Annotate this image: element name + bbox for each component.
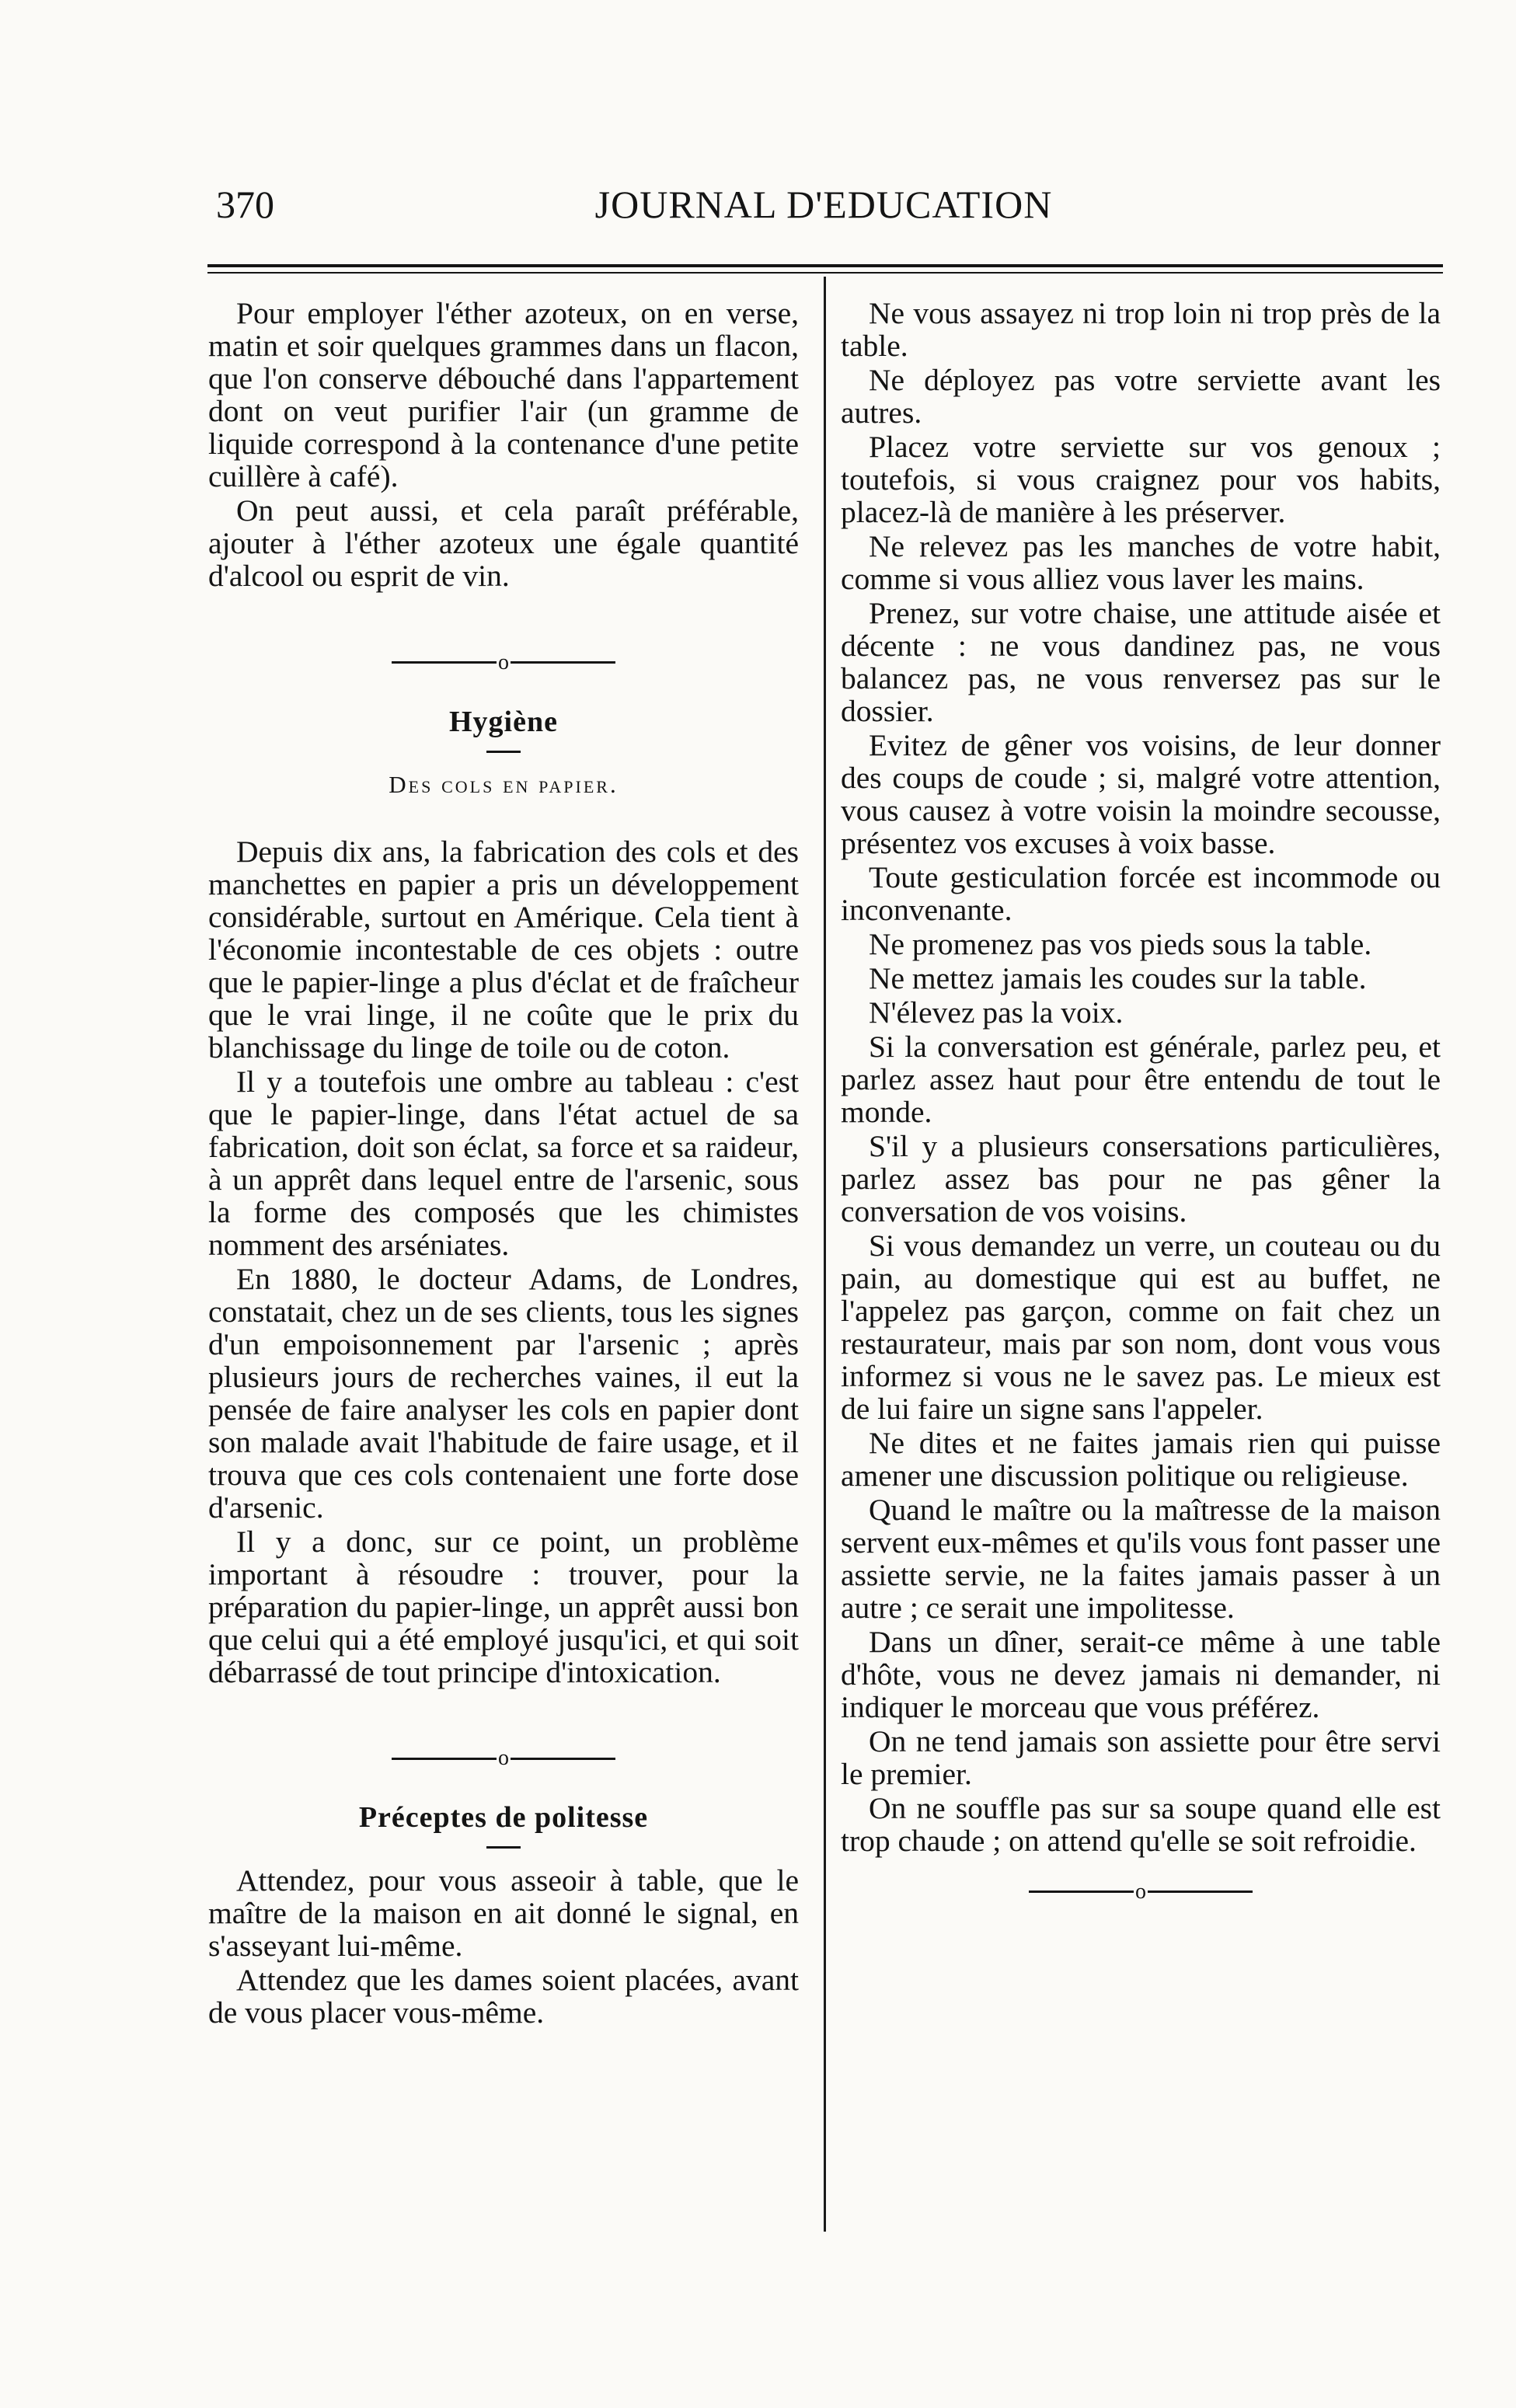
heading-dash <box>486 1846 521 1849</box>
paragraph: On peut aussi, et cela paraît préférable, ajouter à l'éther azoteux une égale quantité d'alcool ou esprit de vin. <box>208 493 799 593</box>
paragraph: On ne souffle pas sur sa soupe quand elle est trop chaude ; on attend qu'elle se soit refroidie. <box>841 1791 1441 1858</box>
paragraph: On ne tend jamais son assiette pour être servi le premier. <box>841 1724 1441 1791</box>
paragraph: Si vous demandez un verre, un couteau ou du pain, au domestique qui est au buffet, ne l'appelez pas garçon, comme on fait chez un restaurateur, mais par son nom, dont vous vous informez si vous ne le savez pas. Le mieux est de lui faire un signe sans l'appeler. <box>841 1228 1441 1426</box>
header-rule-thick <box>207 264 1443 267</box>
paragraph: Ne mettez jamais les coudes sur la table. <box>869 961 1367 995</box>
paragraph: Attendez, pour vous asseoir à table, que le maître de la maison en ait donné le signal, en s'asseyant lui-même. <box>208 1863 799 1964</box>
paragraph: Il y a donc, sur ce point, un problème important à résoudre : trouver, pour la préparation du papier-linge, un apprêt aussi bon que celui qui a été employé jusqu'ici, et qui soit débarrassé de tout principe d'intoxication. <box>208 1524 799 1689</box>
paragraph: Evitez de gêner vos voisins, de leur donner des coups de coude ; si, malgré votre attention, vous causez à votre voisin la moindre secousse, présentez vos excuses à voix basse. <box>841 728 1441 860</box>
column-divider <box>824 277 826 2232</box>
section-heading-hygiene: Hygiène <box>449 705 558 738</box>
paragraph: Si la conversation est générale, parlez peu, et parlez assez haut pour être entendu de tout le monde. <box>841 1030 1441 1129</box>
paragraph: N'élevez pas la voix. <box>869 995 1124 1030</box>
page-number: 370 <box>216 183 274 226</box>
paragraph: Il y a toutefois une ombre au tableau : c'est que le papier-linge, dans l'état actuel de sa fabrication, doit son éclat, sa force et sa raideur, à un apprêt dans lequel entre de l'arsenic, sous la forme des composés que les chimistes nomment des arséniates. <box>208 1064 799 1262</box>
paragraph: En 1880, le docteur Adams, de Londres, constatait, chez un de ses clients, tous les signes d'un empoisonnement par l'arsenic ; après plusieurs jours de recherches vaines, il eut la pensée de faire analyser les cols en papier dont son malade avait l'habitude de faire usage, et il trouva que ces cols contenaient une forte dose d'arsenic. <box>208 1261 799 1525</box>
paragraph: Ne promenez pas vos pieds sous la table. <box>869 927 1372 961</box>
heading-dash <box>486 751 521 753</box>
end-separator: o <box>841 1874 1441 1908</box>
paragraph: Prenez, sur votre chaise, une attitude aisée et décente : ne vous dandinez pas, ne vous balancez pas, ne vous renversez pas sur le dossier. <box>841 596 1441 728</box>
section-separator: o <box>208 645 799 679</box>
right-column <box>841 297 1441 1935</box>
section-heading-politesse: Préceptes de politesse <box>358 1801 649 1835</box>
paragraph: Toute gesticulation forcée est incommode ou inconvenante. <box>841 860 1441 927</box>
paragraph: Ne dites et ne faites jamais rien qui puisse amener une discussion politique ou religieuse. <box>841 1426 1441 1493</box>
paragraph: Attendez que les dames soient placées, avant de vous placer vous-même. <box>208 1963 799 2030</box>
paragraph: Quand le maître ou la maîtresse de la maison servent eux-mêmes et qu'ils vous font passer une assiette servie, ne la faites jamais passer à un autre ; ce serait une impolitesse. <box>841 1493 1441 1625</box>
paragraph: Pour employer l'éther azoteux, on en verse, matin et soir quelques grammes dans un flacon, que l'on conserve débouché dans l'appartement dont on veut purifier l'air (un gramme de liquide correspond à la contenance d'une petite cuillère à café). <box>208 296 799 493</box>
page-header <box>194 177 1453 232</box>
paragraph: Ne relevez pas les manches de votre habit, comme si vous alliez vous laver les mains. <box>841 529 1441 596</box>
running-title: JOURNAL D'EDUCATION <box>594 183 1053 226</box>
paragraph: Ne déployez pas votre serviette avant les autres. <box>841 363 1441 430</box>
paragraph: S'il y a plusieurs consersations particulières, parlez assez bas pour ne pas gêner la conversation de vos voisins. <box>841 1129 1441 1228</box>
header-rule-thin <box>207 272 1443 274</box>
paragraph: Depuis dix ans, la fabrication des cols et des manchettes en papier a pris un développement considérable, surtout en Amérique. Cela tient à l'économie incontestable de ces objets : outre que le papier-linge a plus d'éclat et de fraîcheur que le vrai linge, il ne coûte que le prix du blanchissage du linge de toile ou de coton. <box>208 834 799 1065</box>
paragraph: Dans un dîner, serait-ce même à une table d'hôte, vous ne devez jamais ni demander, ni indiquer le morceau que vous préférez. <box>841 1625 1441 1724</box>
paragraph: Placez votre serviette sur vos genoux ; toutefois, si vous craignez pour vos habits, placez-là de manière à les préserver. <box>841 430 1441 529</box>
paragraph: Ne vous assayez ni trop loin ni trop près de la table. <box>841 296 1441 363</box>
section-subheading: Des cols en papier. <box>389 770 619 798</box>
section-separator: o <box>208 1741 799 1776</box>
left-column <box>208 297 799 2030</box>
